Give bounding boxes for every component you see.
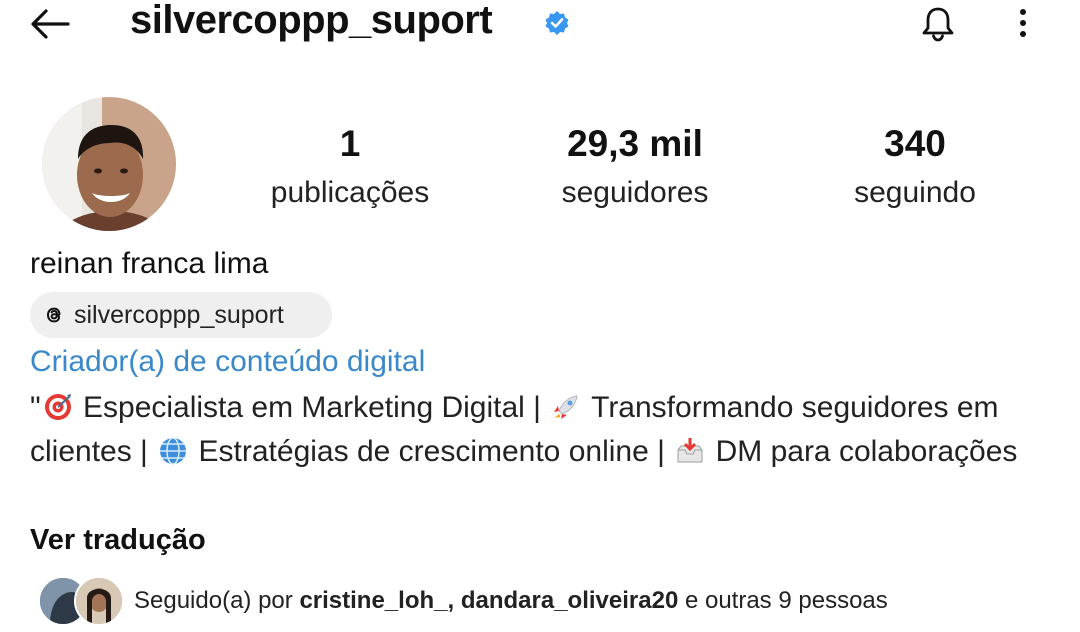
- followed-by-user2[interactable]: dandara_oliveira20: [460, 587, 679, 614]
- stat-followers-label: seguidores: [561, 176, 709, 209]
- bio-part1: Especialista em Marketing Digital |: [83, 391, 550, 424]
- more-vertical-icon[interactable]: [1008, 4, 1038, 44]
- stat-following-label: seguindo: [854, 176, 976, 209]
- stat-following-value: 340: [884, 123, 946, 164]
- followed-by-separator: ,: [447, 587, 461, 614]
- followed-by-text[interactable]: [134, 584, 888, 618]
- mutual-avatar: [74, 576, 124, 626]
- verified-badge-icon: [544, 10, 570, 36]
- followed-by-suffix: e outras 9 pessoas: [678, 587, 888, 614]
- stat-followers[interactable]: [530, 122, 740, 220]
- mutual-followers-avatars[interactable]: [38, 576, 122, 624]
- bio-quote: ": [30, 391, 41, 424]
- rocket-emoji-icon: [551, 392, 581, 422]
- followed-by-prefix: Seguido(a) por: [134, 587, 300, 614]
- profile-bio: [30, 386, 1070, 474]
- stat-following[interactable]: [820, 122, 1010, 220]
- globe-emoji-icon: [158, 436, 188, 466]
- see-translation-link[interactable]: Ver tradução: [30, 524, 206, 556]
- threads-link-button[interactable]: [30, 292, 332, 338]
- stat-posts-label: publicações: [270, 176, 430, 209]
- bio-part4: DM para colaborações: [715, 435, 1018, 468]
- inbox-tray-emoji-icon: [675, 436, 705, 466]
- stat-followers-value: 29,3 mil: [567, 123, 703, 164]
- target-emoji-icon: [43, 392, 73, 422]
- stat-posts[interactable]: [250, 122, 450, 220]
- profile-avatar[interactable]: [42, 97, 176, 231]
- threads-handle: silvercoppp_suport: [74, 300, 284, 329]
- profile-full-name: reinan franca lima: [30, 247, 269, 280]
- profile-category: Criador(a) de conteúdo digital: [30, 345, 426, 378]
- bio-part2: Transformando seguidores em clientes |: [30, 391, 999, 468]
- avatar-photo: [42, 97, 176, 231]
- stat-posts-value: 1: [339, 123, 361, 164]
- back-arrow-icon[interactable]: [28, 6, 74, 42]
- top-bar: [0, 0, 1080, 50]
- threads-icon: [42, 303, 66, 327]
- followed-by-user1[interactable]: cristine_loh_: [299, 587, 448, 614]
- bell-icon[interactable]: [918, 4, 958, 44]
- profile-username-title: silvercoppp_suport: [130, 0, 493, 42]
- bio-part3: Estratégias de crescimento online |: [198, 435, 674, 468]
